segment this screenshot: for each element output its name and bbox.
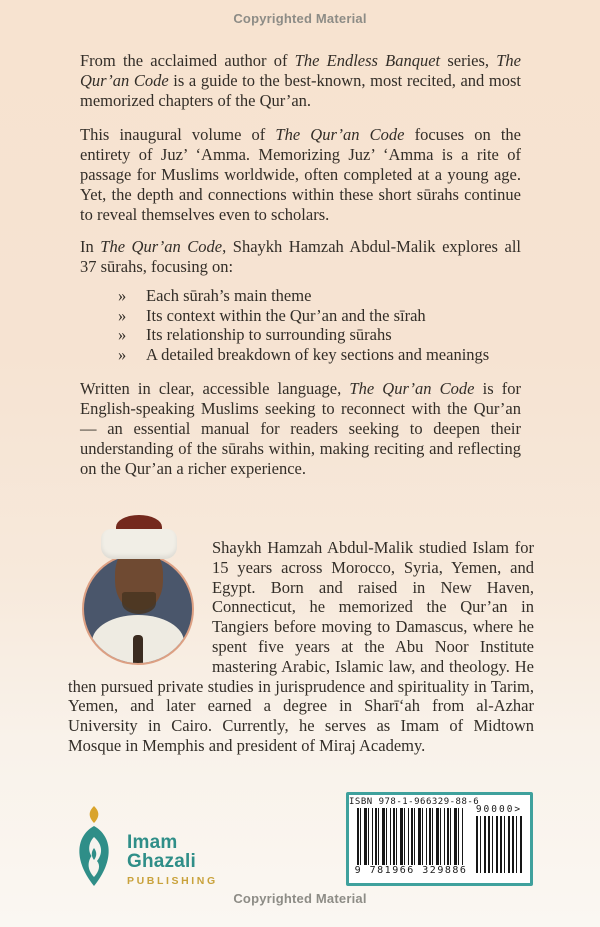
barcode-bars-icon bbox=[357, 808, 465, 865]
copyright-notice-bottom: Copyrighted Material bbox=[233, 891, 367, 906]
list-item bbox=[118, 286, 521, 306]
isbn-number: ISBN 978-1-966329-88-6 bbox=[349, 797, 480, 807]
list-item bbox=[118, 306, 521, 326]
author-bio-text: Shaykh Hamzah Abdul-Malik studied Islam for 15 years across Morocco, Syria, Yemen, and Egypt. Born and raised in New Haven, Connecticut, he memorized the Qur’an in Tangiers before moving to Damascus, where he spent five years at the Abu Noor Institute mastering Arabic, Islamic law, and theology. He then pursued private studies in jurisprudence and spirituality in Tarim, Yemen, and later earned a degree in Sharī‘ah from al-Azhar University in Cairo. Currently, he serves as Imam of Midtown Mosque in Memphis and president of Miraj Academy. bbox=[68, 538, 534, 755]
author-cap bbox=[101, 529, 177, 559]
bullet-text: Each sūrah’s main theme bbox=[146, 286, 312, 305]
publisher-name-line2: Ghazali bbox=[127, 851, 196, 872]
synopsis-block bbox=[80, 51, 521, 479]
synopsis-paragraph-1: From the acclaimed author of The Endless Banquet series, The Qur’an Code is a guide to the best-known, most recited, and most memorized chapters of the Qur’an. bbox=[80, 51, 521, 110]
isbn-barcode bbox=[346, 792, 533, 886]
publisher-logo bbox=[70, 804, 280, 890]
bullet-text: A detailed breakdown of key sections and meanings bbox=[146, 344, 490, 364]
synopsis-paragraph-4: Written in clear, accessible language, The Qur’an Code is for English-speaking Muslims seeking to reconnect with the Qur’an — an essential manual for readers seeking to deepen their understanding of the sūrahs within, making reciting and reflecting on the Qur’an a richer experience. bbox=[80, 379, 522, 478]
barcode-addon-bars-icon bbox=[476, 816, 523, 873]
copyright-notice-top: Copyrighted Material bbox=[233, 11, 367, 26]
list-item bbox=[118, 345, 521, 365]
synopsis-paragraph-3: In The Qur’an Code, Shaykh Hamzah Abdul-Malik explores all 37 sūrahs, focusing on: bbox=[80, 237, 522, 276]
bullet-marker-icon: » bbox=[118, 305, 127, 325]
publisher-name-line1: Imam bbox=[127, 832, 178, 853]
bullet-text: Its context within the Qur’an and the sīrah bbox=[146, 305, 426, 325]
focus-list bbox=[118, 286, 521, 364]
bullet-marker-icon: » bbox=[118, 286, 127, 305]
ean-digits: 9 781966 329886 bbox=[354, 865, 468, 876]
list-item bbox=[118, 325, 521, 345]
bullet-marker-icon: » bbox=[118, 325, 127, 344]
synopsis-paragraph-2: This inaugural volume of The Qur’an Code focuses on the entirety of Juz’ ‘Amma. Memorizing Juz’ ‘Amma is a rite of passage for Muslims worldwide, often completed at a young age. Yet, the depth and connections within these short sūrahs continue to reveal themselves even to scholars. bbox=[80, 125, 521, 224]
bullet-text: Its relationship to surrounding sūrahs bbox=[146, 325, 392, 344]
publisher-tagline: PUBLISHING bbox=[127, 875, 218, 887]
author-section bbox=[0, 500, 600, 760]
author-beard bbox=[122, 592, 156, 614]
imam-ghazali-logo-icon bbox=[70, 804, 118, 888]
publisher-name bbox=[127, 833, 218, 890]
barcode-addon-digits: 90000> bbox=[475, 804, 523, 815]
bullet-marker-icon: » bbox=[118, 344, 127, 364]
